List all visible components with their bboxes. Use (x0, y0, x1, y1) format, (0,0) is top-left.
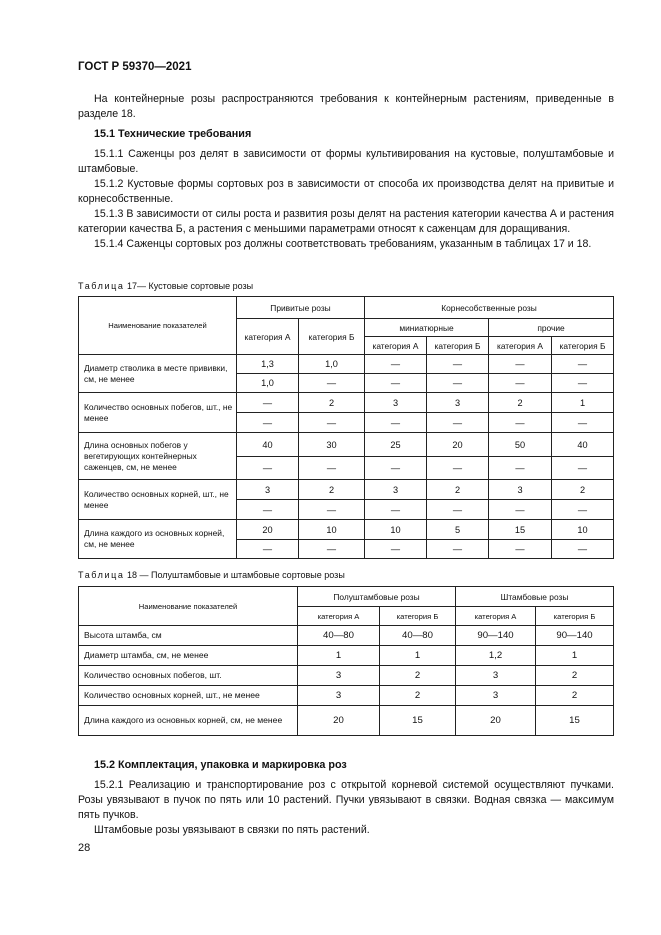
t17-cell: 3 (427, 393, 489, 413)
t17-cell: 1 (552, 393, 614, 413)
t18-cat-b-half: категория Б (380, 607, 456, 626)
table-row (79, 393, 614, 413)
t17-cell: — (489, 500, 552, 520)
t17-cell: — (489, 413, 552, 433)
t17-cell: 10 (552, 520, 614, 540)
t18-cell: 15 (536, 706, 614, 736)
t17-cell: 2 (427, 480, 489, 500)
intro-paragraph (78, 92, 614, 122)
t17-cell: — (427, 413, 489, 433)
t17-cell: 5 (427, 520, 489, 540)
t17-cell: — (299, 374, 365, 393)
table-row (79, 706, 614, 736)
t17-cell: — (299, 500, 365, 520)
table-row (79, 480, 614, 500)
t18-row-label: Диаметр штамба, см, не менее (79, 646, 298, 666)
t18-row-label: Количество основных корней, шт., не менее (79, 686, 298, 706)
t17-head-other: прочие (489, 319, 614, 337)
t18-head-std: Штамбовые розы (456, 587, 614, 607)
t18-cell: 20 (456, 706, 536, 736)
t18-cell: 15 (380, 706, 456, 736)
t17-row-label: Количество основных корней, шт., не менее (79, 480, 237, 520)
paragraph-15-2-2: Штамбовые розы увязывают в связки по пять растений. (94, 824, 370, 836)
table-18-caption (78, 570, 345, 580)
intro-text: На контейнерные розы распространяются требования к контейнерным растениям, приведенные в разделе 18. (78, 93, 614, 120)
t18-cell: 3 (298, 686, 380, 706)
t17-cell: 10 (365, 520, 427, 540)
t17-head-mini: миниатюрные (365, 319, 489, 337)
t17-cell: 30 (299, 433, 365, 457)
section-15-2-title: 15.2 Комплектация, упаковка и маркировка роз (94, 759, 347, 771)
t17-cat-a-mini: категория А (365, 337, 427, 355)
t17-cell: — (365, 374, 427, 393)
t17-cell: — (365, 457, 427, 480)
t17-cell: 2 (299, 480, 365, 500)
t18-row-label: Количество основных побегов, шт. (79, 666, 298, 686)
t18-cell: 3 (456, 686, 536, 706)
t17-cell: 10 (299, 520, 365, 540)
t18-cat-a-half: категория А (298, 607, 380, 626)
t17-cat-a-other: категория А (489, 337, 552, 355)
t17-cell: — (299, 540, 365, 559)
paragraph-15-1-2: 15.1.2 Кустовые формы сортовых роз в зависимости от способа их производства делят на привитые и корнесобственные. (78, 178, 614, 205)
table-row (79, 355, 614, 374)
t17-cell: — (299, 413, 365, 433)
t17-row-label: Количество основных побегов, шт., не менее (79, 393, 237, 433)
t17-cell: — (365, 413, 427, 433)
t18-cell: 90—140 (536, 626, 614, 646)
table-row (79, 626, 614, 646)
t18-cat-a-std: категория А (456, 607, 536, 626)
t17-cell: — (552, 500, 614, 520)
table-18 (78, 586, 614, 736)
t17-cell: 3 (237, 480, 299, 500)
t17-cell: 40 (237, 433, 299, 457)
t17-cell: 20 (237, 520, 299, 540)
t17-cell: 50 (489, 433, 552, 457)
t17-cell: — (365, 355, 427, 374)
t17-cell: 20 (427, 433, 489, 457)
t17-cell: 1,3 (237, 355, 299, 374)
t17-cell: — (365, 540, 427, 559)
t18-cell: 2 (380, 686, 456, 706)
t18-cell: 1 (380, 646, 456, 666)
t17-cell: — (552, 374, 614, 393)
t17-cat-b-grafted: категория Б (299, 319, 365, 355)
t18-cell: 2 (380, 666, 456, 686)
section-15-1-body (78, 147, 614, 252)
section-15-1-title: 15.1 Технические требования (94, 128, 252, 140)
t17-cell: 3 (489, 480, 552, 500)
paragraph-15-1-1: 15.1.1 Саженцы роз делят в зависимости от формы культивирования на кустовые, полуштамбовые и штамбовые. (78, 148, 614, 175)
t17-cell: — (427, 374, 489, 393)
t18-head-half: Полуштамбовые розы (298, 587, 456, 607)
t17-cell: 40 (552, 433, 614, 457)
t18-row-label: Высота штамба, см (79, 626, 298, 646)
table-row (79, 646, 614, 666)
t17-row-label: Диаметр стволика в месте прививки, см, не менее (79, 355, 237, 393)
t17-cell: — (365, 500, 427, 520)
t18-head-name: Наименование показателей (79, 587, 298, 626)
table-17-caption (78, 281, 253, 291)
table-row (79, 520, 614, 540)
t17-cell: — (489, 355, 552, 374)
t18-cell: 3 (456, 666, 536, 686)
t17-cell: 3 (365, 480, 427, 500)
t17-cell: — (237, 500, 299, 520)
t17-cell: 1,0 (299, 355, 365, 374)
t17-cell: — (427, 457, 489, 480)
t18-cell: 2 (536, 666, 614, 686)
t17-cell: — (237, 393, 299, 413)
t17-cell: — (552, 355, 614, 374)
t17-cell: — (427, 355, 489, 374)
t17-row-label: Длина каждого из основных корней, см, не менее (79, 520, 237, 559)
table-row (79, 686, 614, 706)
t17-row-label: Длина основных побегов у вегетирующих контейнерных саженцев, см, не менее (79, 433, 237, 480)
t17-cell: 1,0 (237, 374, 299, 393)
t17-cell: — (299, 457, 365, 480)
t17-cat-b-other: категория Б (552, 337, 614, 355)
t17-cat-a-grafted: категория А (237, 319, 299, 355)
t17-cell: — (552, 457, 614, 480)
table-17-caption-text: 17— Кустовые сортовые розы (127, 281, 254, 291)
page-number: 28 (78, 842, 91, 854)
t17-head-own: Корнесобственные розы (365, 297, 614, 319)
t18-cell: 40—80 (298, 626, 380, 646)
t17-cell: 2 (552, 480, 614, 500)
t18-cell: 1 (536, 646, 614, 666)
t17-cell: — (489, 374, 552, 393)
t17-cat-b-mini: категория Б (427, 337, 489, 355)
t18-row-label: Длина каждого из основных корней, см, не менее (79, 706, 298, 736)
t17-cell: 25 (365, 433, 427, 457)
section-15-2-body (78, 778, 614, 838)
t17-cell: — (237, 413, 299, 433)
t17-cell: — (427, 500, 489, 520)
t18-cell: 40—80 (380, 626, 456, 646)
t17-cell: — (552, 413, 614, 433)
t18-cell: 1 (298, 646, 380, 666)
t17-cell: — (489, 540, 552, 559)
t18-cell: 90—140 (456, 626, 536, 646)
t17-cell: 2 (489, 393, 552, 413)
t17-cell: — (489, 457, 552, 480)
paragraph-15-1-4: 15.1.4 Саженцы сортовых роз должны соответствовать требованиям, указанным в таблицах 17 и 18. (94, 238, 592, 250)
t18-cat-b-std: категория Б (536, 607, 614, 626)
table-17-caption-word: Таблица (78, 281, 125, 291)
t18-cell: 20 (298, 706, 380, 736)
paragraph-15-1-3: 15.1.3 В зависимости от силы роста и развития розы делят на растения категории качества А и растения категории качества Б, а растения с меньшими параметрами относят к саженцам для доращивания. (78, 208, 614, 235)
t17-head-grafted: Привитые розы (237, 297, 365, 319)
t17-cell: — (552, 540, 614, 559)
table-18-caption-word: Таблица (78, 570, 125, 580)
t17-cell: 15 (489, 520, 552, 540)
t18-cell: 2 (536, 686, 614, 706)
t17-cell: — (237, 540, 299, 559)
table-row (79, 666, 614, 686)
table-17 (78, 296, 614, 559)
t17-cell: — (427, 540, 489, 559)
t18-cell: 3 (298, 666, 380, 686)
t18-cell: 1,2 (456, 646, 536, 666)
t17-cell: 3 (365, 393, 427, 413)
table-18-caption-text: 18 — Полуштамбовые и штамбовые сортовые розы (127, 570, 345, 580)
t17-cell: 2 (299, 393, 365, 413)
document-header: ГОСТ Р 59370—2021 (78, 61, 192, 73)
paragraph-15-2-1: 15.2.1 Реализацию и транспортирование роз с открытой корневой системой осуществляют пучками. Розы увязывают в пучок по пять или 10 растений. Пучки увязывают в связки. Водная связка — максимум пять пучков. (78, 779, 614, 821)
table-row (79, 433, 614, 457)
t17-head-name: Наименование показателей (79, 297, 237, 355)
t17-cell: — (237, 457, 299, 480)
